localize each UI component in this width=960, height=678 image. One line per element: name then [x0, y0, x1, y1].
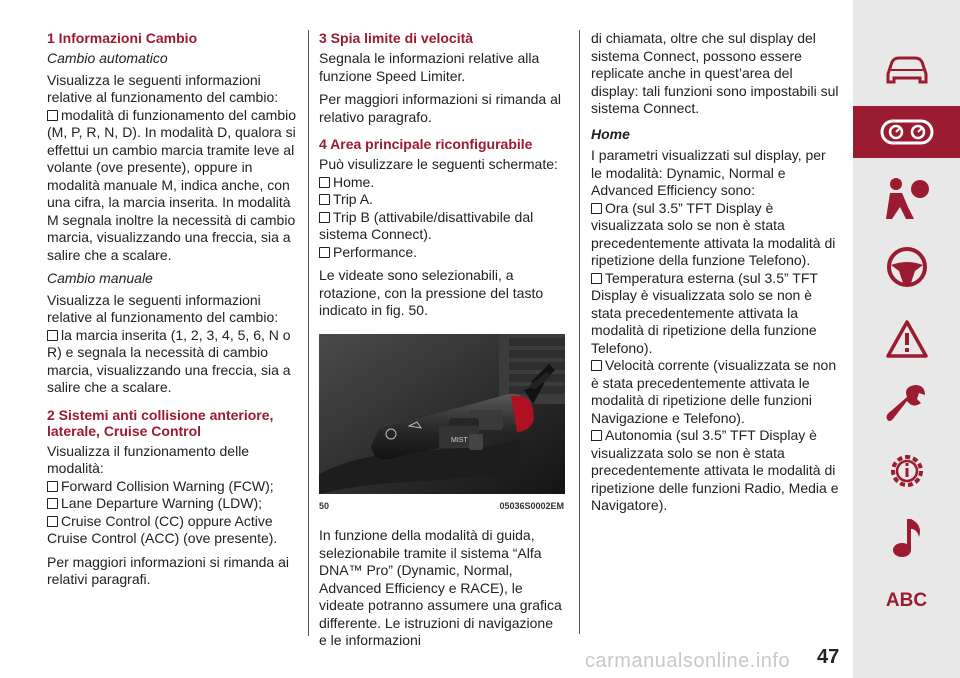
- paragraph: Visualizza il funzionamento delle modalità:: [47, 442, 250, 476]
- paragraph: Visualizza le seguenti informazioni relative al funzionamento del cambio:: [47, 291, 279, 325]
- column-3: [591, 30, 839, 515]
- bullet-item: Lane Departure Warning (LDW);: [47, 495, 297, 513]
- stalk-illustration: [319, 334, 565, 494]
- bullet-item: Autonomia (sul 3.5” TFT Display è visualizzata solo se non è stata precedentemente attivata le modalità di ripetizione delle funzioni Radio, Media e Navigatore).: [591, 427, 839, 513]
- paragraph: In funzione della modalità di guida, selezionabile tramite il sistema “Alfa DNA™ Pro” (Dynamic, Normal, Advanced Efficiency e RACE), le videate potranno assumere una grafica differente. Le istruzioni di navigazione e le informazioni: [319, 527, 562, 648]
- paragraph: Le videate sono selezionabili, a rotazione, con la pressione del tasto indicato in fig. 50.: [319, 267, 544, 318]
- heading-collision-systems: 2 Sistemi anti collisione anteriore, laterale, Cruise Control: [47, 406, 274, 439]
- watermark: carmanualsonline.info: [585, 650, 791, 672]
- subheading-home: Home: [591, 125, 630, 142]
- bullet-item: Trip B (attivabile/disattivabile dal sistema Connect).: [319, 209, 564, 244]
- paragraph: Visualizza le seguenti informazioni relative al funzionamento del cambio:: [47, 71, 279, 105]
- bullet-item: Cruise Control (CC) oppure Active Cruise Control (ACC) (ove presente).: [47, 513, 297, 548]
- steering-wheel-icon[interactable]: [853, 242, 960, 292]
- bullet-item: Temperatura esterna (sul 3.5” TFT Display è visualizzata solo se non è stata precedentemente attivata la modalità di ripetizione della funzione Telefono).: [591, 270, 839, 358]
- car-icon[interactable]: [853, 45, 960, 95]
- heading-gearbox-info: 1 Informazioni Cambio: [47, 30, 198, 46]
- dashboard-icon[interactable]: [853, 106, 960, 158]
- bullet-item: la marcia inserita (1, 2, 3, 4, 5, 6, N o R) e segnala la necessità di cambio marcia, visualizzando una freccia, sia a salire che a scalare.: [47, 327, 297, 397]
- bullet-item: Trip A.: [319, 191, 564, 209]
- bullet-item: Forward Collision Warning (FCW);: [47, 478, 297, 496]
- heading-speed-limit: 3 Spia limite di velocità: [319, 30, 474, 46]
- paragraph: di chiamata, oltre che sul display del sistema Connect, possono essere replicate anche in quest’area del display: tali funzioni sono impostabili sul sistema Connect.: [591, 30, 839, 116]
- bullet-item: Performance.: [319, 244, 564, 262]
- paragraph: Segnala le informazioni relative alla funzione Speed Limiter.: [319, 50, 540, 84]
- bullet-item: Ora (sul 3.5” TFT Display è visualizzata solo se non è stata precedentemente attivata la modalità di ripetizione della funzione Telefono).: [591, 200, 839, 270]
- figure-number: 50: [319, 500, 330, 511]
- column-divider: [579, 30, 580, 634]
- chapter-sidebar: [853, 0, 960, 678]
- column-2: [319, 30, 564, 656]
- heading-main-area: 4 Area principale riconfigurabile: [319, 136, 533, 152]
- page-number: 47: [817, 646, 840, 668]
- paragraph: Per maggiori informazioni si rimanda ai relativi paragrafi.: [47, 553, 289, 587]
- airbag-person-icon[interactable]: [853, 172, 960, 222]
- music-note-icon[interactable]: [853, 512, 960, 562]
- figure-code: 05036S0002EM: [499, 500, 564, 511]
- bullet-item: Velocità corrente (visualizzata se non è stata precedentemente attivata le modalità di ripetizione delle funzioni Navigazione e Telefono).: [591, 357, 839, 427]
- subheading-manual: Cambio manuale: [47, 270, 153, 286]
- gear-info-icon[interactable]: [853, 446, 960, 496]
- mist-label: MIST: [451, 436, 468, 444]
- abc-icon[interactable]: [853, 576, 960, 626]
- column-1: [47, 30, 297, 595]
- paragraph: Può visulizzare le seguenti schermate:: [319, 156, 558, 172]
- abc-label: ABC: [885, 590, 928, 611]
- paragraph: Per maggiori informazioni si rimanda al relativo paragrafo.: [319, 91, 561, 125]
- wrench-icon[interactable]: [853, 378, 960, 428]
- paragraph: I parametri visualizzati sul display, per le modalità: Dynamic, Normal e Advanced Efficiency sono:: [591, 147, 826, 198]
- figure-stalk-photo: [319, 334, 565, 494]
- figure-caption: [319, 498, 564, 516]
- subheading-automatic: Cambio automatico: [47, 50, 168, 66]
- bullet-item: Home.: [319, 174, 564, 192]
- column-divider: [308, 30, 309, 636]
- bullet-item: modalità di funzionamento del cambio (M, P, R, N, D). In modalità D, qualora si effettui un cambio marcia tramite leve al volante (ove presente), oppure in modalità manuale M, indica anche, con una cifra, la marcia inserita. In modalità M segnala inoltre la necessità di cambio marcia, visualizzando una freccia, sia a salire che a scalare.: [47, 106, 297, 263]
- warning-triangle-icon[interactable]: [853, 314, 960, 364]
